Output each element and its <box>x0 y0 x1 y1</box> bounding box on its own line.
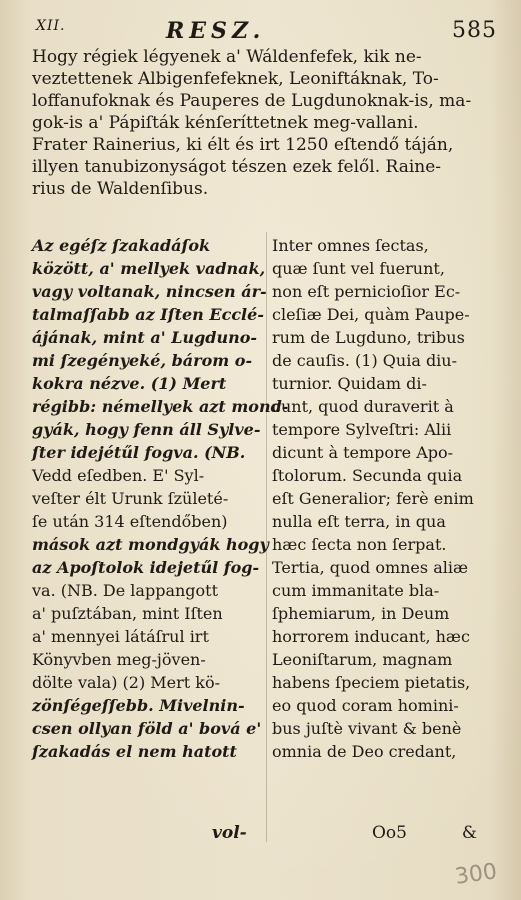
latin-line: omnia de Deo credant, <box>272 742 457 761</box>
hungarian-line: a' puſztában, mint Iſten <box>32 604 223 623</box>
page-number: 585 <box>452 18 497 43</box>
latin-line: habens ſpeciem pietatis, <box>272 673 471 692</box>
hungarian-line: ſe után 314 eſtendőben) <box>32 512 228 531</box>
hungarian-line: va. (NB. De lappangott <box>32 581 219 600</box>
latin-line: eo quod coram homini- <box>272 696 459 715</box>
latin-line: cleſiæ Dei, quàm Paupe- <box>272 305 470 324</box>
footer-ampersand: & <box>461 823 477 843</box>
hungarian-line: ájának, mint a' Lugduno- <box>32 328 258 347</box>
latin-line: Inter omnes ſectas, <box>272 236 429 255</box>
signature-mark: Oo5 <box>372 823 407 843</box>
header-chapter-title: RESZ. <box>166 18 266 44</box>
pencil-annotation: 300 <box>453 859 499 890</box>
hungarian-line: mi ſzegényeké, bárom o- <box>32 351 253 370</box>
intro-line: veztettenek Albigenfefeknek, Leoniftáknak, To- <box>32 69 439 89</box>
latin-line: eſt Generalior; ferè enim <box>272 489 474 508</box>
intro-line: loffanufoknak és Pauperes de Lugdunoknak-is, ma- <box>32 91 472 111</box>
intro-paragraph <box>32 46 490 200</box>
latin-line: rum de Lugduno, tribus <box>272 328 465 347</box>
hungarian-line: gyák, hogy fenn áll Sylve- <box>32 420 261 439</box>
latin-line: quæ ſunt vel fuerunt, <box>272 259 445 278</box>
latin-line: non eſt pernicioſior Ec- <box>272 282 461 301</box>
intro-line: Hogy régiek légyenek a' Wáldenfefek, kik ne- <box>32 47 422 67</box>
header-chapter-number: XII. <box>36 18 66 34</box>
hungarian-line: Az egéſz ſzakadáſok <box>32 236 211 255</box>
latin-line: Tertia, quod omnes aliæ <box>272 558 468 577</box>
latin-line: de cauſis. (1) Quia diu- <box>272 351 458 370</box>
hungarian-line: csen ollyan föld a' bová e' <box>32 719 262 738</box>
latin-line: tempore Sylveſtri: Alii <box>272 420 452 439</box>
latin-line: cum immanitate bla- <box>272 581 440 600</box>
latin-line: Leoniſtarum, magnam <box>272 650 453 669</box>
hungarian-line: ſter idejétűl fogva. (NB. <box>32 443 246 462</box>
running-header <box>36 18 507 48</box>
intro-line: gok-is a' Pápiſták kénſeríttetnek meg-vallani. <box>32 113 419 133</box>
hungarian-line: között, a' mellyek vadnak, <box>32 259 266 278</box>
hungarian-line: kokra nézve. (1) Mert <box>32 374 227 393</box>
hungarian-line: a' mennyei látáſrul irt <box>32 627 209 646</box>
hungarian-line: Vedd eſedben. E' Syl- <box>32 466 205 485</box>
intro-line: illyen tanubizonyságot tészen ezek felől. Raine- <box>32 157 442 177</box>
latin-line: ſphemiarum, in Deum <box>272 604 450 623</box>
latin-line: dicunt à tempore Apo- <box>272 443 454 462</box>
intro-line: Frater Rainerius, ki élt és irt 1250 eſtendő táján, <box>32 135 454 155</box>
intro-line: rius de Waldenſibus. <box>32 179 209 199</box>
latin-column <box>272 234 494 763</box>
page-footer <box>32 820 507 850</box>
hungarian-line: zönſégeſſebb. Mivelnin- <box>32 696 245 715</box>
hungarian-line: az Apoſtolok idejetűl fog- <box>32 558 260 577</box>
latin-line: bus juſtè vivant & benè <box>272 719 462 738</box>
hungarian-line: vagy voltanak, nincsen ár- <box>32 282 267 301</box>
latin-line: cunt, quod duraverit à <box>272 397 454 416</box>
hungarian-line: régibb: némellyek azt mond- <box>32 397 289 416</box>
hungarian-line: Könyvben meg-jöven- <box>32 650 206 669</box>
hungarian-line: dölte vala) (2) Mert kö- <box>32 673 221 692</box>
hungarian-line: ſzakadás el nem hatott <box>32 742 237 761</box>
hungarian-column <box>32 234 289 763</box>
latin-line: horrorem inducant, hæc <box>272 627 470 646</box>
catchword: vol- <box>212 823 247 843</box>
latin-line: nulla eſt terra, in qua <box>272 512 446 531</box>
hungarian-line: mások azt mondgyák hogy <box>32 535 269 554</box>
latin-line: turnior. Quidam di- <box>272 374 427 393</box>
hungarian-line: veſter élt Urunk ſzületé- <box>32 489 229 508</box>
latin-line: ſtolorum. Secunda quia <box>272 466 463 485</box>
hungarian-line: talmaſſabb az Iſten Ecclé- <box>32 305 264 324</box>
latin-line: hæc ſecta non ſerpat. <box>272 535 447 554</box>
